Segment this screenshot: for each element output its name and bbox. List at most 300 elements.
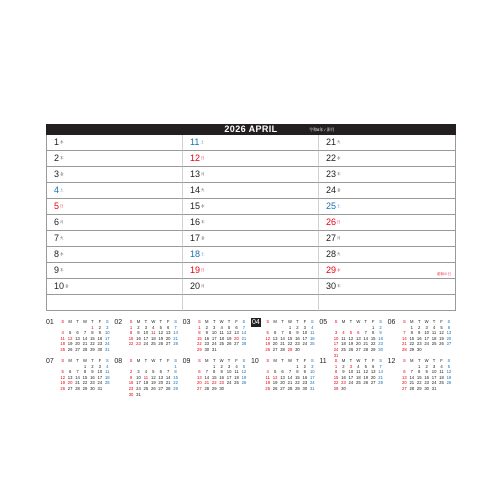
mini-day: 13 [355, 335, 361, 341]
mini-day: 24 [104, 341, 110, 347]
mini-day: 15 [295, 374, 300, 380]
mini-month-number: 08 [114, 358, 123, 365]
mini-day: 5 [349, 330, 353, 336]
mini-weekday-header: W [83, 319, 87, 324]
mini-calendar-grid [127, 319, 179, 347]
mini-day: 15 [128, 335, 134, 341]
mini-day: 6 [159, 369, 162, 375]
mini-day: 29 [409, 346, 415, 352]
mini-day: 18 [219, 335, 224, 341]
weekday-label: 金 [337, 188, 341, 192]
mini-day: 8 [129, 330, 133, 336]
mini-day: 3 [303, 324, 307, 330]
mini-month-number: 07 [46, 358, 54, 365]
weekday-label: 水 [60, 140, 64, 144]
mini-day: 12 [439, 330, 444, 336]
mini-day: 10 [104, 330, 110, 336]
mini-day: 15 [82, 374, 88, 380]
mini-day: 26 [150, 385, 156, 391]
mini-weekday-header: T [417, 319, 421, 324]
mini-day: 10 [211, 330, 217, 336]
day-cell [183, 247, 319, 263]
mini-day: 3 [227, 363, 231, 369]
mini-day: 9 [129, 374, 133, 380]
weekday-label: 木 [60, 156, 64, 160]
mini-calendar-grid [332, 358, 384, 392]
mini-day: 29 [90, 346, 95, 352]
mini-day: 2 [296, 324, 299, 330]
mini-weekday-header: T [349, 358, 353, 363]
mini-day: 13 [280, 374, 285, 380]
mini-weekday-header: T [91, 319, 94, 324]
mini-day: 13 [370, 369, 376, 375]
mini-day: 6 [198, 369, 201, 375]
weekday-label: 土 [337, 204, 341, 208]
mini-day: 25 [60, 346, 66, 352]
mini-month-number: 03 [182, 319, 191, 326]
mini-day: 14 [363, 335, 369, 341]
mini-day: 28 [75, 385, 80, 391]
weekday-label: 木 [201, 220, 205, 224]
mini-day: 28 [241, 341, 247, 347]
mini-day: 13 [75, 335, 80, 341]
mini-weekday-header: S [447, 358, 451, 363]
mini-day: 27 [280, 385, 285, 391]
mini-day: 22 [295, 380, 300, 386]
day-number: 4土 [54, 185, 64, 195]
mini-day: 1 [129, 324, 133, 330]
mini-weekday-header: W [288, 319, 292, 324]
mini-day: 4 [440, 363, 443, 369]
mini-day: 5 [273, 369, 277, 375]
mini-day: 29 [82, 385, 88, 391]
weekday-label: 水 [337, 156, 341, 160]
mini-day: 26 [158, 341, 164, 347]
mini-weekday-header: M [273, 319, 277, 324]
mini-day: 7 [174, 324, 177, 330]
mini-calendar [114, 357, 182, 405]
mini-day: 19 [363, 374, 369, 380]
mini-day: 21 [173, 335, 178, 341]
mini-day: 5 [266, 330, 269, 336]
mini-month-number: 12 [387, 358, 396, 365]
day-cell [319, 295, 455, 311]
mini-day: 20 [158, 380, 164, 386]
mini-day: 21 [287, 380, 293, 386]
mini-day: 21 [165, 380, 171, 386]
mini-day: 15 [333, 374, 339, 380]
mini-day: 4 [235, 363, 238, 369]
mini-weekday-header: W [83, 358, 87, 363]
mini-day: 31 [431, 385, 437, 391]
mini-day: 24 [97, 380, 103, 386]
mini-day: 30 [424, 385, 429, 391]
mini-day: 5 [152, 369, 155, 375]
mini-day: 31 [136, 391, 141, 397]
mini-weekday-header: T [364, 319, 368, 324]
weekday-label: 水 [201, 204, 205, 208]
mini-day: 10 [333, 335, 339, 341]
mini-weekday-header: S [266, 358, 270, 363]
mini-day: 23 [128, 385, 134, 391]
day-cell [183, 135, 319, 151]
mini-day: 22 [333, 380, 339, 386]
day-number: 8水 [54, 249, 64, 259]
mini-day: 6 [167, 324, 170, 330]
weekday-label: 火 [60, 236, 64, 240]
day-cell [47, 199, 183, 215]
mini-day: 22 [370, 341, 376, 347]
mini-day: 4 [144, 369, 148, 375]
mini-day: 27 [67, 385, 73, 391]
mini-day: 14 [82, 335, 88, 341]
mini-weekday-header: S [447, 319, 451, 324]
mini-day: 13 [158, 374, 164, 380]
mini-day: 25 [265, 385, 271, 391]
mini-day: 23 [90, 380, 95, 386]
mini-day: 5 [159, 324, 162, 330]
mini-weekday-header: T [296, 358, 299, 363]
day-number: 20月 [190, 281, 205, 291]
day-cell [47, 263, 183, 279]
day-cell [47, 295, 183, 311]
mini-day: 22 [197, 341, 202, 347]
day-cell [319, 135, 455, 151]
mini-day: 31 [309, 385, 315, 391]
mini-weekday-header: W [151, 358, 156, 363]
mini-day: 15 [90, 335, 95, 341]
mini-day: 17 [143, 335, 149, 341]
mini-weekday-header: W [151, 319, 156, 324]
mini-day: 8 [91, 330, 94, 336]
mini-calendars-row-2 [46, 357, 456, 405]
day-cell [319, 247, 455, 263]
day-cell [183, 279, 319, 295]
mini-day: 19 [150, 380, 156, 386]
mini-day: 17 [211, 335, 217, 341]
mini-weekday-header: T [159, 358, 163, 363]
day-number: 24金 [326, 185, 341, 195]
mini-calendar-grid [332, 319, 384, 358]
mini-day: 16 [416, 335, 422, 341]
day-cell [183, 199, 319, 215]
mini-day: 10 [136, 374, 141, 380]
mini-day: 7 [364, 330, 367, 336]
mini-day: 24 [143, 341, 149, 347]
mini-day: 3 [106, 324, 109, 330]
mini-day: 8 [83, 369, 87, 375]
mini-day: 4 [220, 324, 223, 330]
mini-day: 26 [265, 346, 271, 352]
mini-day: 12 [60, 374, 66, 380]
mini-day: 23 [204, 341, 210, 347]
mini-day: 23 [136, 341, 141, 347]
mini-day: 13 [234, 330, 239, 336]
mini-day: 6 [357, 330, 360, 336]
mini-day: 14 [287, 374, 293, 380]
mini-weekday-header: F [98, 358, 102, 363]
day-cell [183, 183, 319, 199]
mini-weekday-header: T [432, 319, 436, 324]
mini-day: 5 [364, 363, 367, 369]
mini-weekday-header: S [174, 358, 177, 363]
mini-weekday-header: S [334, 358, 338, 363]
mini-day: 30 [204, 346, 210, 352]
mini-day: 10 [348, 369, 354, 375]
mini-day: 2 [98, 324, 102, 330]
mini-day: 10 [302, 330, 308, 336]
mini-day: 21 [280, 341, 285, 347]
mini-day: 17 [333, 341, 339, 347]
mini-day: 24 [309, 380, 315, 386]
day-number: 1水 [54, 137, 64, 147]
mini-day: 13 [446, 330, 452, 336]
mini-day: 25 [104, 380, 110, 386]
mini-day: 19 [241, 374, 247, 380]
mini-day: 20 [197, 380, 202, 386]
day-number: 19日 [190, 265, 205, 275]
mini-day: 12 [67, 335, 73, 341]
mini-day: 8 [296, 369, 299, 375]
mini-day: 25 [355, 380, 361, 386]
mini-day: 28 [280, 346, 285, 352]
mini-calendar-grid [401, 358, 453, 392]
mini-day: 15 [409, 335, 415, 341]
mini-day: 19 [226, 335, 232, 341]
mini-day: 23 [378, 341, 383, 347]
mini-weekday-header: T [212, 358, 216, 363]
mini-weekday-header: M [136, 319, 141, 324]
mini-day: 14 [409, 374, 415, 380]
mini-day: 1 [372, 324, 375, 330]
mini-day: 7 [379, 363, 382, 369]
day-number: 21火 [326, 137, 341, 147]
mini-day: 31 [211, 346, 217, 352]
mini-day: 11 [439, 369, 444, 375]
mini-day: 6 [447, 324, 451, 330]
day-grid [46, 135, 456, 311]
weekday-label: 日 [337, 220, 341, 224]
mini-day: 4 [61, 330, 64, 336]
mini-day: 24 [211, 341, 217, 347]
mini-weekday-header: M [136, 358, 141, 363]
mini-weekday-header: W [424, 319, 429, 324]
mini-day: 7 [403, 330, 406, 336]
weekday-label: 木 [60, 268, 64, 272]
mini-day: 22 [90, 341, 95, 347]
mini-day: 14 [75, 374, 80, 380]
mini-day: 4 [342, 330, 345, 336]
mini-day: 9 [296, 330, 299, 336]
mini-day: 28 [165, 385, 171, 391]
mini-calendar-grid [264, 319, 316, 353]
day-cell [47, 279, 183, 295]
mini-weekday-header: F [166, 319, 170, 324]
mini-day: 12 [446, 369, 452, 375]
mini-day: 12 [272, 374, 278, 380]
mini-day: 16 [378, 335, 383, 341]
mini-day: 15 [211, 374, 217, 380]
mini-day: 12 [363, 369, 369, 375]
mini-day: 30 [128, 391, 134, 397]
mini-day: 8 [410, 330, 413, 336]
mini-weekday-header: S [310, 358, 314, 363]
mini-day: 3 [213, 324, 216, 330]
mini-day: 7 [205, 369, 208, 375]
mini-weekday-header: W [356, 319, 361, 324]
mini-day: 16 [204, 335, 210, 341]
mini-day: 28 [204, 385, 210, 391]
mini-day: 14 [280, 335, 285, 341]
mini-weekday-header: M [68, 358, 72, 363]
mini-day: 17 [136, 380, 141, 386]
mini-weekday-header: F [235, 319, 238, 324]
mini-weekday-header: M [341, 358, 346, 363]
mini-day: 21 [82, 341, 88, 347]
mini-day: 28 [82, 346, 88, 352]
mini-day: 6 [372, 363, 375, 369]
mini-day: 9 [205, 330, 208, 336]
day-number: 12日 [190, 153, 205, 163]
mini-weekday-header: T [417, 358, 421, 363]
mini-day: 7 [167, 369, 170, 375]
mini-calendar [251, 357, 319, 405]
mini-day: 25 [341, 346, 346, 352]
mini-calendar [319, 357, 387, 405]
mini-calendar-grid [59, 319, 111, 353]
mini-weekday-header: F [303, 319, 307, 324]
mini-day: 19 [446, 374, 452, 380]
day-number [54, 298, 55, 307]
mini-day: 29 [416, 385, 422, 391]
mini-weekday-header: S [379, 319, 382, 324]
mini-day: 15 [287, 335, 293, 341]
mini-day: 3 [98, 363, 102, 369]
mini-day: 29 [173, 385, 178, 391]
mini-day: 9 [220, 369, 223, 375]
mini-day: 6 [281, 369, 284, 375]
weekday-label: 土 [200, 140, 204, 144]
mini-day: 3 [137, 369, 140, 375]
mini-day: 10 [309, 369, 315, 375]
weekday-label: 土 [60, 188, 64, 192]
mini-day: 18 [309, 335, 315, 341]
mini-weekday-header: M [273, 358, 277, 363]
mini-weekday-header: S [379, 358, 382, 363]
mini-day: 8 [288, 330, 292, 336]
mini-weekday-header: S [242, 358, 246, 363]
mini-day: 11 [265, 374, 270, 380]
mini-day: 6 [403, 369, 406, 375]
mini-weekday-header: S [197, 358, 201, 363]
day-number: 29水 [326, 265, 341, 275]
mini-day: 16 [90, 374, 95, 380]
mini-day: 11 [341, 335, 346, 341]
mini-day: 29 [370, 346, 376, 352]
mini-day: 6 [68, 369, 72, 375]
day-cell [183, 167, 319, 183]
mini-day: 27 [370, 380, 376, 386]
day-cell [319, 263, 455, 279]
mini-month-number: 04 [252, 319, 260, 326]
mini-day: 8 [418, 369, 421, 375]
mini-day: 22 [287, 341, 293, 347]
mini-day: 29 [211, 385, 217, 391]
mini-weekday-header: T [296, 319, 299, 324]
mini-month-number: 11 [319, 358, 327, 365]
mini-day: 12 [150, 374, 156, 380]
mini-weekday-header: F [98, 319, 102, 324]
mini-day: 19 [60, 380, 66, 386]
day-cell [319, 279, 455, 295]
mini-month-number: 10 [251, 358, 259, 365]
mini-weekday-header: F [303, 358, 307, 363]
mini-day: 12 [265, 335, 271, 341]
mini-weekday-header: T [159, 319, 163, 324]
mini-day: 20 [272, 341, 278, 347]
mini-day: 21 [402, 341, 407, 347]
mini-day: 4 [357, 363, 360, 369]
mini-day: 22 [82, 380, 88, 386]
mini-day: 27 [75, 346, 80, 352]
day-number: 22水 [326, 153, 341, 163]
day-number: 5日 [54, 201, 64, 211]
mini-weekday-header: M [68, 319, 72, 324]
mini-weekday-header: T [212, 319, 216, 324]
mini-day: 19 [272, 380, 278, 386]
mini-day: 3 [349, 363, 353, 369]
mini-day: 5 [440, 324, 443, 330]
mini-day: 7 [288, 369, 292, 375]
weekday-label: 日 [201, 268, 205, 272]
mini-calendar-grid [401, 319, 453, 353]
mini-weekday-header: T [349, 319, 353, 324]
mini-calendar-grid [196, 319, 248, 353]
weekday-label: 木 [337, 284, 341, 288]
mini-day: 3 [144, 324, 148, 330]
mini-day: 7 [281, 330, 284, 336]
mini-weekday-header: S [197, 319, 201, 324]
mini-day: 13 [197, 374, 202, 380]
day-cell [183, 231, 319, 247]
mini-day: 18 [439, 374, 444, 380]
mini-day: 14 [378, 369, 383, 375]
day-cell [47, 151, 183, 167]
mini-day: 29 [333, 385, 339, 391]
mini-day: 18 [431, 335, 437, 341]
mini-day: 11 [356, 369, 361, 375]
mini-calendar-grid [264, 358, 316, 392]
mini-day: 26 [226, 341, 232, 347]
mini-day: 22 [128, 341, 134, 347]
mini-day: 22 [211, 380, 217, 386]
mini-day: 20 [280, 380, 285, 386]
mini-weekday-header: M [410, 319, 414, 324]
mini-day: 21 [204, 380, 210, 386]
mini-day: 29 [287, 346, 293, 352]
mini-day: 26 [67, 346, 73, 352]
mini-day: 10 [424, 330, 429, 336]
mini-month-number: 09 [182, 358, 191, 365]
mini-day: 17 [424, 335, 429, 341]
day-number: 26日 [326, 217, 341, 227]
mini-calendar-grid [196, 358, 248, 392]
mini-weekday-header: F [235, 358, 238, 363]
mini-day: 9 [379, 330, 382, 336]
mini-weekday-header: F [371, 319, 375, 324]
mini-day: 12 [158, 330, 164, 336]
mini-day: 12 [226, 330, 232, 336]
